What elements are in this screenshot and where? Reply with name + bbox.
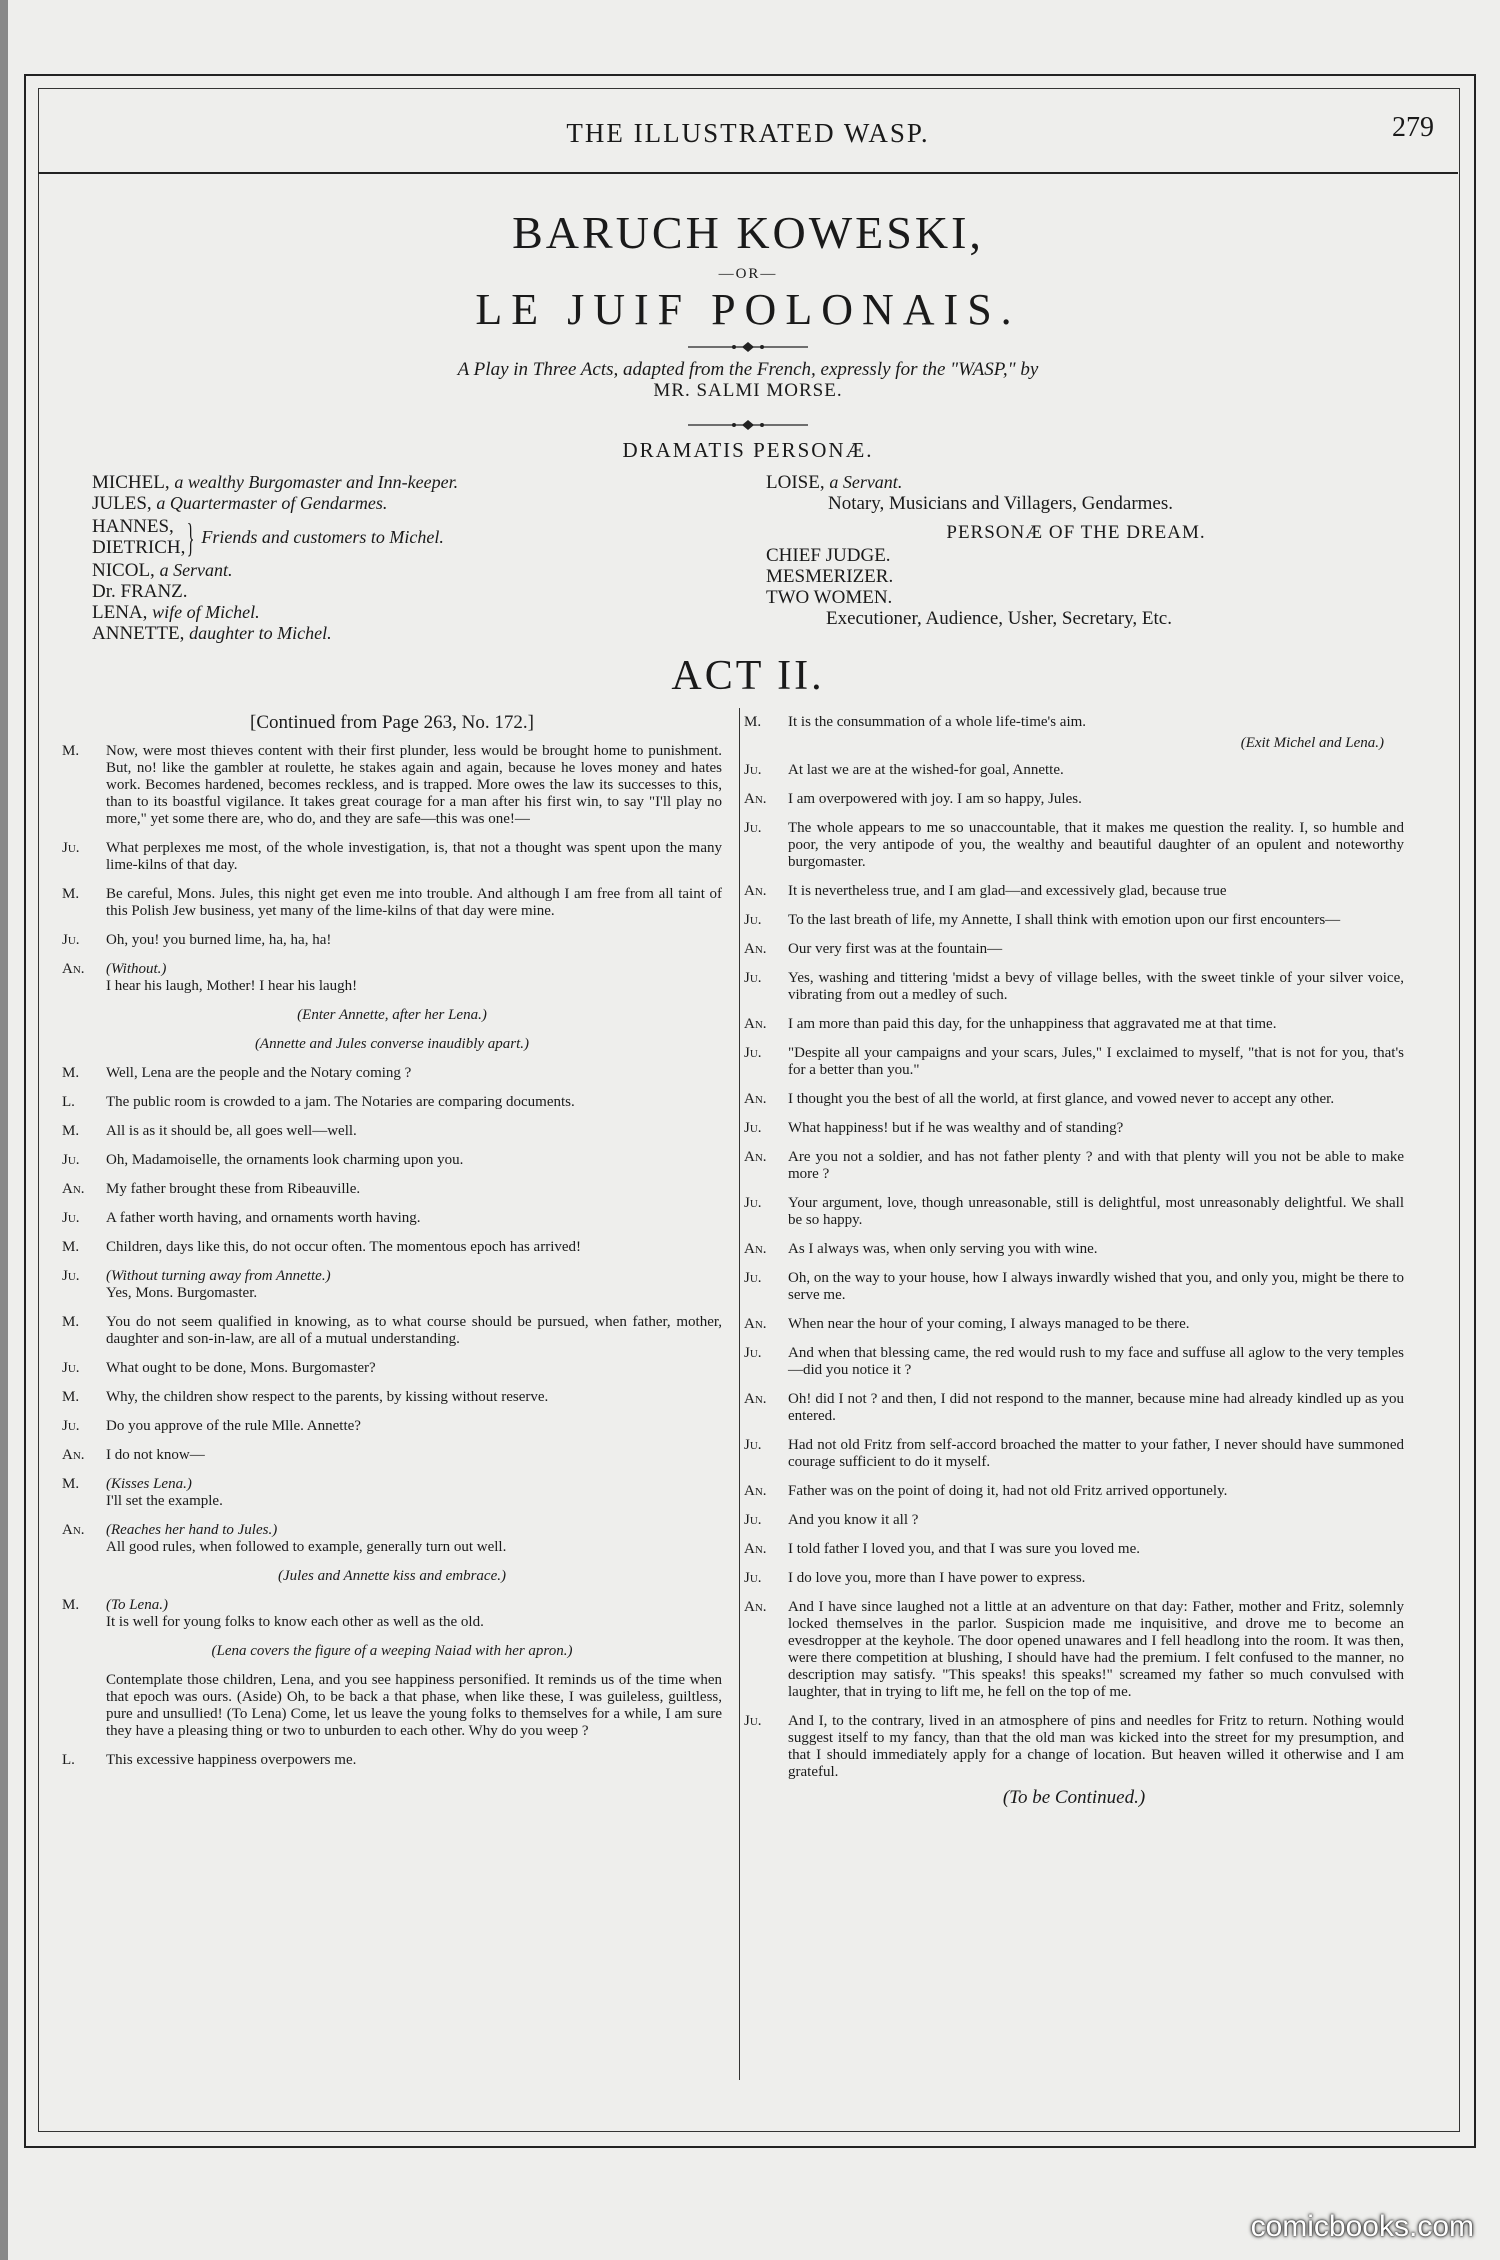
speaker: M. — [62, 886, 80, 902]
cast-lena — [92, 602, 732, 623]
speaker: An. — [744, 1149, 767, 1165]
text-column-right — [744, 714, 1404, 1806]
speaker: Ju. — [744, 820, 762, 836]
dialogue-text — [106, 1268, 722, 1302]
dialogue-line — [62, 1476, 722, 1510]
dialogue-text — [106, 1476, 722, 1510]
cast-name: JULES, — [92, 493, 152, 514]
cast-two-women: TWO WOMEN. — [766, 587, 893, 608]
dialogue-line — [62, 1447, 722, 1464]
ornament-divider-1 — [688, 342, 808, 352]
dialogue-text: And I have since laughed not a little at an adventure on that day: Father, mother and Fritz, solemnly locked themselves in the parlor. Suspicion made me inquisitive, and drove me to become an evesdropper at the keyhole. The door opened unawares and I fell headlong into the room. It was then, were there competition at blushing, I should have had the premium. I felt confused to the manner, no description may satisfy. "This speaks! this speaks!" screamed my father so much convulsed with laughter, that in trying to lift me, he fell on the top of me. — [788, 1599, 1404, 1700]
speaker: An. — [744, 1599, 767, 1615]
dialogue-text: Be careful, Mons. Jules, this night get even me into trouble. And although I am free from all taint of this Polish Jew business, yet many of the lime-kilns of that day were mine. — [106, 886, 722, 919]
dialogue-text: And when that blessing came, the red would rush to my face and suffuse all aglow to the very temples—did you notice it ? — [788, 1345, 1404, 1378]
dialogue-text: Your argument, love, though unreasonable, still is delightful, most unreasonably delightful. We shall be so happy. — [788, 1195, 1404, 1228]
stage-direction: (Exit Michel and Lena.) — [1240, 735, 1384, 751]
dialogue-line — [744, 1316, 1404, 1333]
dialogue-line — [62, 1752, 722, 1769]
dialogue-text: I am overpowered with joy. I am so happy, Jules. — [788, 791, 1082, 807]
cast-nicol — [92, 560, 732, 581]
dialogue-line — [744, 1391, 1404, 1425]
dialogue-line — [62, 1360, 722, 1377]
speaker: An. — [744, 1483, 767, 1499]
dialogue-line — [744, 1483, 1404, 1500]
dialogue-text: Are you not a soldier, and has not father plenty ? and with that plenty will you not be able to make more ? — [788, 1149, 1404, 1182]
dialogue-line — [744, 1149, 1404, 1183]
text-column-left — [62, 714, 722, 1781]
act-heading: ACT II. — [671, 653, 825, 699]
brace-glyph: } — [187, 514, 195, 560]
dialogue-text: It is nevertheless true, and I am glad—and excessively glad, because true — [788, 883, 1227, 899]
cast-mesmerizer: MESMERIZER. — [766, 566, 894, 587]
speaker: An. — [744, 1241, 767, 1257]
dialogue-line — [744, 1541, 1404, 1558]
stage-direction: (Jules and Annette kiss and embrace.) — [278, 1568, 506, 1584]
cast-loise — [766, 472, 1386, 493]
stage-direction: (Reaches her hand to Jules.) — [106, 1522, 278, 1538]
cast-name: MICHEL, — [92, 472, 170, 493]
dialogue-line — [744, 1091, 1404, 1108]
watermark: comicbooks.com — [1250, 2210, 1474, 2243]
dialogue-line — [744, 1045, 1404, 1079]
dialogue-line — [744, 1241, 1404, 1258]
cast-desc: a Servant. — [829, 472, 903, 492]
stage-direction: (Annette and Jules converse inaudibly apart.) — [254, 1036, 530, 1052]
dialogue-line — [744, 912, 1404, 929]
cast-michel — [92, 472, 732, 493]
dialogue-line — [744, 1713, 1404, 1781]
cast-name: DIETRICH, — [92, 537, 186, 558]
speaker: An. — [62, 961, 85, 977]
speaker: M. — [62, 1476, 80, 1492]
speaker: An. — [744, 1016, 767, 1032]
spoken-text: I hear his laugh, Mother! I hear his laugh! — [106, 978, 358, 994]
dialogue-line — [62, 932, 722, 949]
dialogue-text: Do you approve of the rule Mlle. Annette? — [106, 1418, 361, 1434]
speaker: An. — [62, 1447, 85, 1463]
dialogue-line — [62, 1123, 722, 1140]
dialogue-text: It is the consummation of a whole life-time's aim. — [788, 714, 1087, 730]
cast-name: NICOL, — [92, 560, 155, 581]
dialogue-text: All is as it should be, all goes well—well. — [106, 1123, 357, 1139]
speaker: Ju. — [62, 1360, 80, 1376]
speaker — [62, 1672, 106, 1740]
speaker: Ju. — [744, 1713, 762, 1729]
cast-dream-others: Executioner, Audience, Usher, Secretary, Etc. — [826, 608, 1172, 629]
cast-jules — [92, 493, 732, 514]
dialogue-text: I do not know— — [106, 1447, 205, 1463]
speaker: Ju. — [744, 1270, 762, 1286]
running-header — [38, 112, 1458, 174]
dialogue-text: Yes, washing and tittering 'midst a bevy of village belles, with the sweet tinkle of your silver voice, vibrating from out a medley of such. — [788, 970, 1404, 1003]
dialogue-line — [62, 1672, 722, 1740]
dialogue-line — [62, 1597, 722, 1631]
dialogue-line — [62, 1065, 722, 1082]
column-divider — [739, 708, 740, 2080]
dialogue-text: You do not seem qualified in knowing, as to what course should be pursued, when father, mother, daughter and son-in-law, are all of a mutual understanding. — [106, 1314, 722, 1347]
dialogue-text: This excessive happiness overpowers me. — [106, 1752, 357, 1768]
dialogue-text: Why, the children show respect to the parents, by kissing without reserve. — [106, 1389, 549, 1405]
speaker: M. — [62, 1314, 80, 1330]
speaker: Ju. — [62, 1418, 80, 1434]
dialogue-text: Had not old Fritz from self-accord broached the matter to your father, I never should have summoned courage sufficient to do it myself. — [788, 1437, 1404, 1470]
speaker: An. — [744, 883, 767, 899]
cast-name: LENA, — [92, 602, 148, 623]
book-spine-edge — [0, 0, 8, 2260]
speaker: An. — [744, 791, 767, 807]
cast-desc: a wealthy Burgomaster and Inn-keeper. — [174, 472, 459, 492]
dialogue-text: And I, to the contrary, lived in an atmosphere of pins and needles for Fritz to return. Nothing would suggest itself to my fancy, than that the old man was kicked into the street for my presumption, and that I should immediately apply for a change of location. But heaven willed it otherwise and I am grateful. — [788, 1713, 1404, 1780]
dialogue-text: Oh, Madamoiselle, the ornaments look charming upon you. — [106, 1152, 464, 1168]
speaker: Ju. — [744, 1195, 762, 1211]
speaker: Ju. — [62, 840, 80, 856]
dialogue-line — [744, 820, 1404, 871]
speaker: Ju. — [744, 1345, 762, 1361]
dialogue-text: I do love you, more than I have power to express. — [788, 1570, 1086, 1586]
dialogue-line — [744, 791, 1404, 808]
dialogue-line — [744, 1512, 1404, 1529]
cast-name: LOISE, — [766, 472, 825, 493]
dialogue-text: What happiness! but if he was wealthy and of standing? — [788, 1120, 1124, 1136]
speaker: Ju. — [744, 970, 762, 986]
stage-direction: (Without turning away from Annette.) — [106, 1268, 331, 1284]
speaker: Ju. — [744, 1045, 762, 1061]
cast-desc: a Servant. — [159, 560, 233, 580]
ornament-divider-2 — [688, 420, 808, 430]
dialogue-line — [744, 883, 1404, 900]
dialogue-line — [62, 1418, 722, 1435]
dialogue-text: Oh, you! you burned lime, ha, ha, ha! — [106, 932, 332, 948]
dialogue-line — [744, 1437, 1404, 1471]
spoken-text: It is well for young folks to know each other as well as the old. — [106, 1614, 484, 1630]
dialogue-text — [106, 1522, 722, 1556]
speaker: Ju. — [744, 912, 762, 928]
cast-annette — [92, 623, 732, 644]
speaker: An. — [62, 1181, 85, 1197]
speaker: M. — [62, 1389, 80, 1405]
speaker: M. — [62, 1597, 80, 1613]
dialogue-line — [744, 1599, 1404, 1701]
spoken-text: I'll set the example. — [106, 1493, 223, 1509]
publication-title: THE ILLUSTRATED WASP. — [566, 118, 930, 148]
speaker: Ju. — [62, 932, 80, 948]
cast-franz: Dr. FRANZ. — [92, 581, 188, 602]
dialogue-line — [62, 1522, 722, 1556]
cast-hannes-dietrich — [92, 516, 732, 558]
dialogue-line — [744, 1195, 1404, 1229]
dialogue-line — [744, 1570, 1404, 1587]
dialogue-line — [62, 840, 722, 874]
dialogue-text: Oh, on the way to your house, how I always inwardly wished that you, and only you, might be there to serve me. — [788, 1270, 1404, 1303]
speaker: Ju. — [62, 1268, 80, 1284]
dialogue-line — [62, 1152, 722, 1169]
dialogue-line — [62, 1094, 722, 1111]
cast-others: Notary, Musicians and Villagers, Gendarmes. — [828, 493, 1173, 514]
dialogue-text: What ought to be done, Mons. Burgomaster? — [106, 1360, 376, 1376]
speaker: An. — [744, 1541, 767, 1557]
cast-desc: a Quartermaster of Gendarmes. — [156, 493, 388, 513]
stage-direction: (Kisses Lena.) — [106, 1476, 192, 1492]
cast-desc: daughter to Michel. — [189, 623, 332, 643]
speaker: M. — [62, 1065, 80, 1081]
dramatis-personae-heading: DRAMATIS PERSONÆ. — [622, 438, 874, 462]
dialogue-line — [62, 1389, 722, 1406]
dialogue-line — [62, 1314, 722, 1348]
dialogue-line — [744, 1120, 1404, 1137]
cast-desc: wife of Michel. — [152, 602, 260, 622]
speaker: Ju. — [744, 1570, 762, 1586]
dialogue-text: The public room is crowded to a jam. The Notaries are comparing documents. — [106, 1094, 575, 1110]
dialogue-line — [62, 961, 722, 995]
dialogue-text: Father was on the point of doing it, had not old Fritz arrived opportunely. — [788, 1483, 1228, 1499]
dialogue-line — [744, 970, 1404, 1004]
cast-chief-judge: CHIEF JUDGE. — [766, 545, 891, 566]
dialogue-line — [62, 1181, 722, 1198]
dialogue-text: To the last breath of life, my Annette, I shall think with emotion upon our first encounters— — [788, 912, 1341, 928]
dialogue-line — [62, 886, 722, 920]
dialogue-text: Now, were most thieves content with their first plunder, less would be brought home to punishment. But, no! like the gambler at roulette, he stakes again and again, because he loves money and hates work. Becomes hardened, becomes reckless, and is trapped. More owes the law its successes to this, than to its boastful vigilance. It takes great courage for a man after his first win, to say "I'll play no more," yet some there are, who do, and they are safe—this was one!— — [106, 743, 722, 827]
dialogue-line — [62, 743, 722, 828]
spoken-text: All good rules, when followed to example, generally turn out well. — [106, 1539, 507, 1555]
stage-direction: (Lena covers the figure of a weeping Naiad with her apron.) — [211, 1643, 573, 1659]
dialogue-text: When near the hour of your coming, I always managed to be there. — [788, 1316, 1190, 1332]
play-author: MR. SALMI MORSE. — [653, 380, 843, 401]
dialogue-text: Well, Lena are the people and the Notary coming ? — [106, 1065, 412, 1081]
cast-name: ANNETTE, — [92, 623, 185, 644]
stage-direction: (Enter Annette, after her Lena.) — [297, 1007, 487, 1023]
dialogue-text: A father worth having, and ornaments worth having. — [106, 1210, 421, 1226]
speaker: L. — [62, 1752, 75, 1768]
dialogue-text: "Despite all your campaigns and your scars, Jules," I exclaimed to myself, "that is not for you, that's for a better than you." — [788, 1045, 1404, 1078]
speaker: M. — [62, 1239, 80, 1255]
dialogue-text — [106, 1597, 722, 1631]
speaker: L. — [62, 1094, 75, 1110]
dialogue-text: My father brought these from Ribeauville. — [106, 1181, 361, 1197]
dialogue-text: What perplexes me most, of the whole investigation, is, that not a thought was spent upon the many lime-kilns of that day. — [106, 840, 722, 873]
speaker: Ju. — [744, 762, 762, 778]
cast-list-left — [92, 472, 732, 644]
dialogue-line — [744, 1016, 1404, 1033]
dialogue-line — [744, 941, 1404, 958]
dialogue-line — [744, 1345, 1404, 1379]
dialogue-text: I told father I loved you, and that I was sure you loved me. — [788, 1541, 1140, 1557]
dialogue-line — [744, 762, 1404, 779]
stage-direction: (To Lena.) — [106, 1597, 168, 1613]
speaker: An. — [62, 1522, 85, 1538]
page-number: 279 — [1392, 112, 1434, 143]
speaker: An. — [744, 1091, 767, 1107]
dialogue-text: Oh! did I not ? and then, I did not respond to the manner, because mine had already kindled up as you entered. — [788, 1391, 1404, 1424]
speaker: Ju. — [744, 1512, 762, 1528]
dialogue-text: As I always was, when only serving you with wine. — [788, 1241, 1098, 1257]
speaker: Ju. — [62, 1210, 80, 1226]
dialogue-line — [62, 1239, 722, 1256]
cast-desc: Friends and customers to Michel. — [201, 526, 444, 547]
dialogue-line — [62, 1210, 722, 1227]
speaker: M. — [62, 1123, 80, 1139]
dialogue-line — [744, 714, 1404, 731]
dialogue-text: The whole appears to me so unaccountable, that it makes me question the reality. I, so humble and poor, the very antipode of you, the wealthy and beautiful daughter of an opulent and noteworthy burgomaster. — [788, 820, 1404, 870]
continued-from-note: [Continued from Page 263, No. 172.] — [250, 712, 534, 733]
dialogue-text: I thought you the best of all the world, at first glance, and vowed never to accept any other. — [788, 1091, 1335, 1107]
dialogue-line — [744, 1270, 1404, 1304]
dialogue-text — [106, 961, 722, 995]
to-be-continued: (To be Continued.) — [1002, 1787, 1146, 1808]
dialogue-text: At last we are at the wished-for goal, Annette. — [788, 762, 1064, 778]
speaker: An. — [744, 1316, 767, 1332]
play-byline: A Play in Three Acts, adapted from the French, expressly for the "WASP," by — [457, 359, 1039, 380]
cast-name: HANNES, — [92, 516, 174, 537]
stage-direction: (Without.) — [106, 961, 167, 977]
speaker: An. — [744, 1391, 767, 1407]
dialogue-text: I am more than paid this day, for the unhappiness that aggravated me at that time. — [788, 1016, 1277, 1032]
speaker: M. — [62, 743, 80, 759]
title-or: —OR— — [718, 266, 778, 282]
speaker: An. — [744, 941, 767, 957]
play-subtitle: LE JUIF POLONAIS. — [475, 285, 1021, 334]
dialogue-text: Children, days like this, do not occur often. The momentous epoch has arrived! — [106, 1239, 582, 1255]
dialogue-line — [62, 1268, 722, 1302]
dialogue-text: And you know it all ? — [788, 1512, 919, 1528]
dialogue-text: Contemplate those children, Lena, and you see happiness personified. It reminds us of the time when that epoch was ours. (Aside) Oh, to be back a that phase, when like these, I was guileless, guiltless, pure and unsullied! (To Lena) Come, let us leave the young folks to themselves for a while, I am sure they have a pleasing thing or two to unburden to each other. Why do you weep ? — [106, 1672, 722, 1739]
speaker: Ju. — [744, 1437, 762, 1453]
speaker: Ju. — [744, 1120, 762, 1136]
spoken-text: Yes, Mons. Burgomaster. — [106, 1285, 258, 1301]
play-title: BARUCH KOWESKI, — [512, 207, 984, 258]
speaker: Ju. — [62, 1152, 80, 1168]
cast-names-group — [92, 516, 185, 558]
dialogue-text: Our very first was at the fountain— — [788, 941, 1003, 957]
dream-heading: PERSONÆ OF THE DREAM. — [946, 522, 1206, 543]
cast-list-right — [766, 472, 1386, 629]
speaker: M. — [744, 714, 762, 730]
